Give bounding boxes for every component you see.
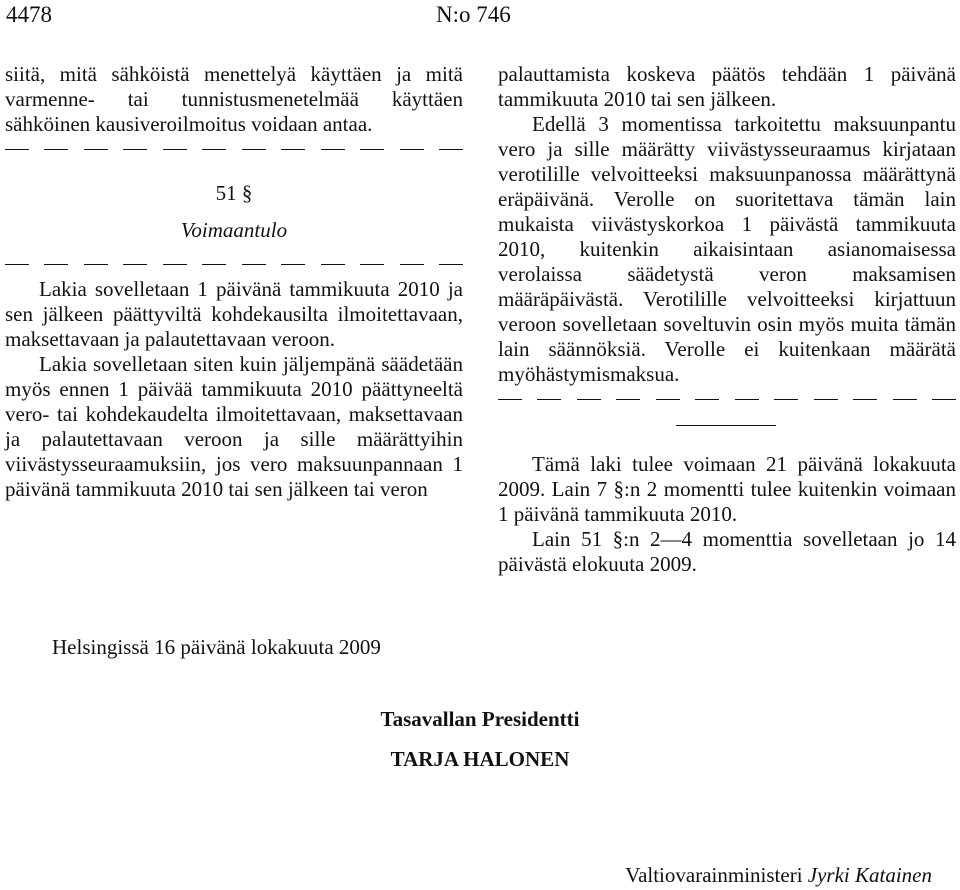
place-date: Helsingissä 16 päivänä lokakuuta 2009	[52, 635, 381, 659]
signatory-role: Tasavallan Presidentti	[380, 707, 580, 731]
paragraph-2: Lakia sovelletaan siten kuin jäljempänä säädetään myös ennen 1 päivää tammikuuta 2010 päättyneeltä vero- tai kohdekaudelta ilmoitettavaan, maksettavaan ja palautettavaan veroon ja sille määrättyihin viivästysseuraamuksiin, jos vero maksuunpannaan 1 päivänä tammikuuta 2010 tai sen jälkeen tai veron	[5, 352, 463, 501]
paragraph-4: Tämä laki tulee voimaan 21 päivänä lokakuuta 2009. Lain 7 §:n 2 momentti tulee kuitenkin voimaan 1 päivänä tammikuuta 2010.	[498, 452, 956, 526]
dash-separator	[5, 252, 463, 277]
minister-signature	[625, 862, 932, 888]
minister-name: Jyrki Katainen	[807, 863, 932, 887]
paragraph-3: Edellä 3 momentissa tarkoitettu maksuunpantu vero ja sille määrätty viivästysseuraamus kirjataan verotilille velvoitteeksi maksuunpanossa määrättynä eräpäivänä. Verolle on suoritettava tämän lain mukaista viivästyskorkoa 1 päivästä tammikuuta 2010, kuitenkin aikaisintaan asianomaisessa verolaissa säädetystä veron maksamisen määräpäivästä. Verotilille velvoitteeksi kirjattuun veroon sovelletaan soveltuvin osin myös muita tämän lain säännöksiä. Verolle ei kuitenkaan määrätä myöhästymismaksua.	[498, 112, 956, 386]
section-title: Voimaantulo	[180, 218, 288, 242]
minister-title: Valtiovarainministeri	[625, 863, 803, 887]
horizontal-rule	[498, 412, 956, 452]
paragraph-5: Lain 51 §:n 2—4 momenttia sovelletaan jo 14 päivästä elokuuta 2009.	[498, 527, 956, 576]
section-number: 51 §	[215, 181, 253, 205]
left-column	[5, 62, 463, 502]
issue-number: N:o 746	[436, 2, 511, 27]
president-name: TARJA HALONEN	[390, 747, 570, 771]
intro-paragraph: siitä, mitä sähköistä menettelyä käyttäen ja mitä varmenne- tai tunnistusmenetelmää käyttäen sähköinen kausiveroilmoitus voidaan antaa.	[5, 62, 463, 136]
dash-separator	[498, 387, 956, 412]
page-number: 4478	[6, 2, 52, 27]
right-column	[498, 62, 956, 577]
paragraph-1: Lakia sovelletaan 1 päivänä tammikuuta 2010 ja sen jälkeen päättyviltä kohdekausilta ilmoitettavaan, maksettavaan ja palautettavaan veroon.	[5, 277, 463, 351]
dash-separator	[5, 137, 463, 162]
continued-paragraph: palauttamista koskeva päätös tehdään 1 päivänä tammikuuta 2010 tai sen jälkeen.	[498, 62, 956, 111]
